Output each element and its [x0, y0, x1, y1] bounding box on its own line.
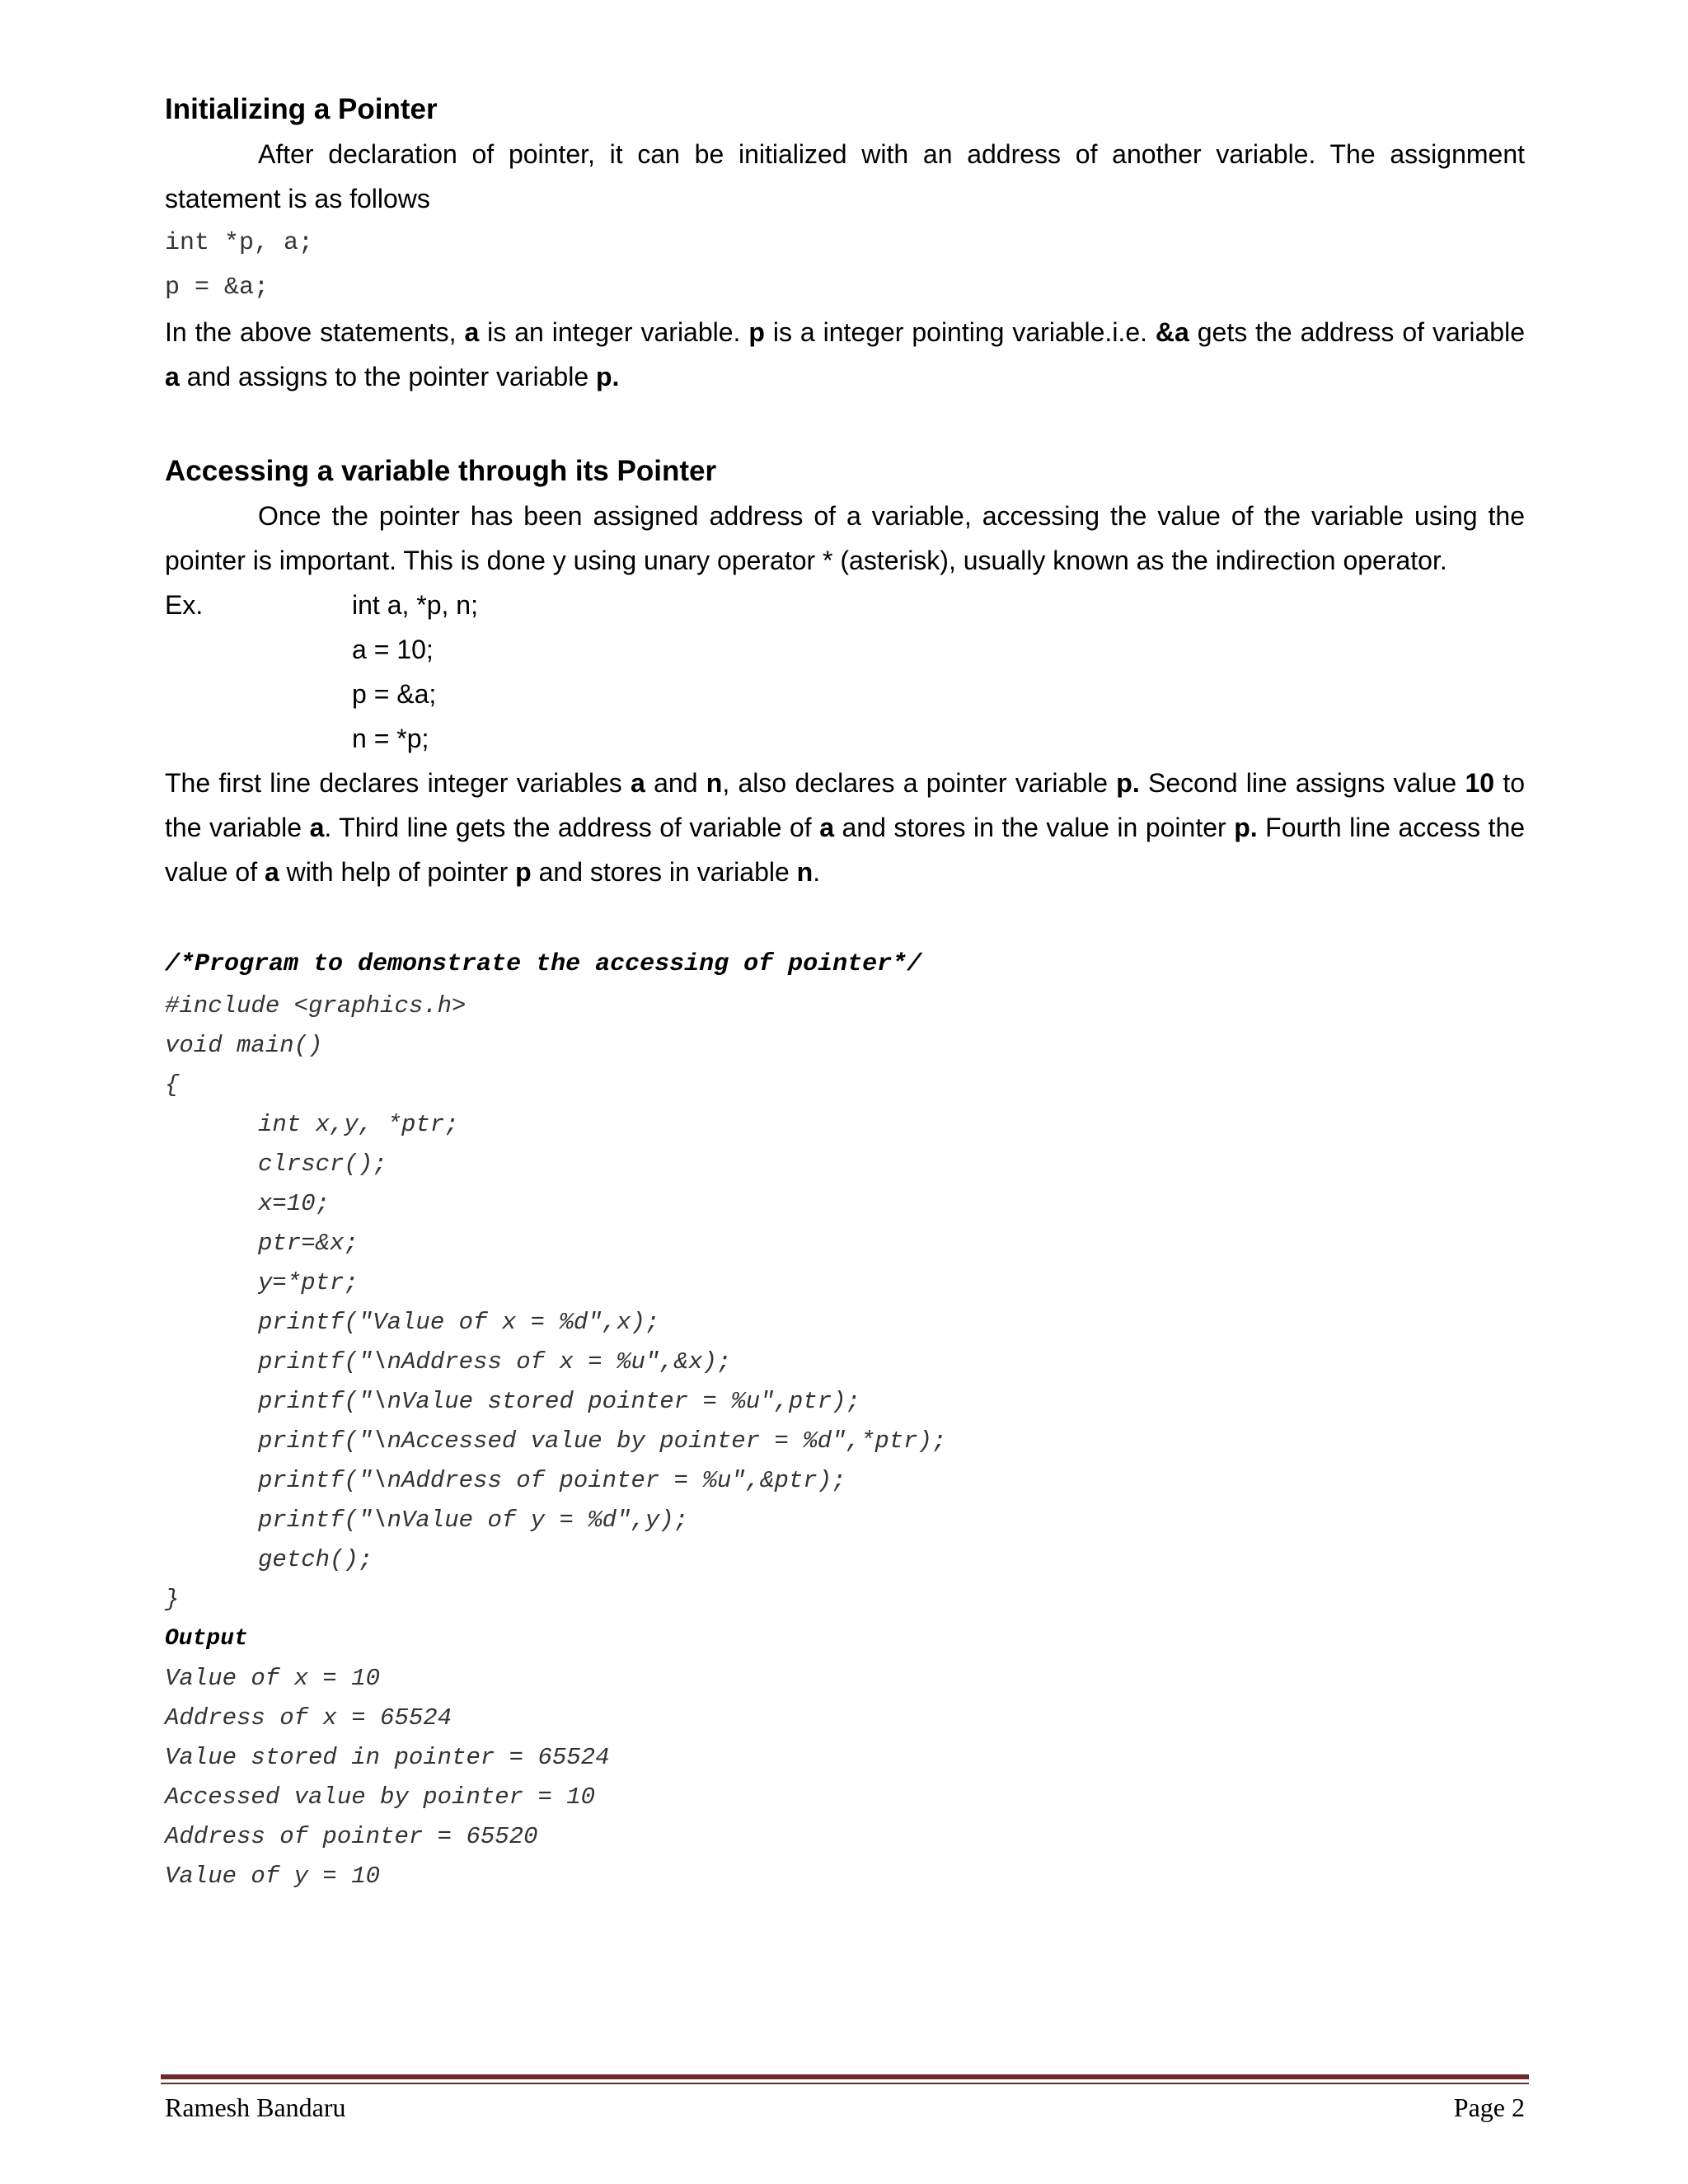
footer-author: Ramesh Bandaru: [165, 2093, 346, 2122]
example-line: a = 10;: [352, 635, 434, 664]
code-line: int *p, a;: [165, 229, 314, 257]
output-line: Value of y = 10: [165, 1863, 381, 1890]
output-line: Address of x = 65524: [165, 1704, 452, 1732]
code-line: printf("Value of x = %d",x);: [258, 1309, 660, 1336]
example-line: int a, *p, n;: [352, 590, 478, 620]
section-accessing: [165, 449, 1525, 894]
section-heading: Initializing a Pointer: [165, 93, 438, 125]
code-line: }: [165, 1586, 180, 1613]
code-line: {: [165, 1071, 180, 1099]
program-listing: [165, 942, 1525, 1896]
code-line: #include <graphics.h>: [165, 992, 467, 1019]
footer-rule: [161, 2083, 1529, 2084]
page-footer: [165, 2089, 1525, 2125]
code-line: clrscr();: [258, 1151, 387, 1178]
section-heading: Accessing a variable through its Pointer: [165, 455, 717, 487]
code-line: ptr=&x;: [258, 1230, 359, 1257]
code-line: printf("\nAddress of pointer = %u",&ptr);: [258, 1467, 846, 1494]
code-line: printf("\nAccessed value by pointer = %d",*ptr);: [258, 1427, 947, 1455]
code-line: int x,y, *ptr;: [258, 1111, 459, 1138]
section-explanation: The first line declares integer variables a and n, also declares a pointer variable p. Second line assigns value 10 to the variable a. Third line gets the address of variable of a and stores in the value in pointer p. Fourth line access the value of a with help of pointer p and stores in variable n.: [165, 768, 1526, 887]
example-line: p = &a;: [352, 679, 437, 709]
code-line: p = &a;: [165, 274, 270, 302]
document-page: [165, 0, 1525, 2184]
code-line: void main(): [165, 1032, 323, 1059]
example-label: Ex.: [165, 590, 204, 620]
section-initializing: [165, 87, 1525, 399]
code-line: x=10;: [258, 1190, 331, 1217]
code-line: printf("\nAddress of x = %u",&x);: [258, 1348, 732, 1376]
section-intro: Once the pointer has been assigned address of a variable, accessing the value of the variable using the pointer is important. This is done y using unary operator * (asterisk), usually known as the indirection operator.: [165, 501, 1525, 575]
code-line: getch();: [258, 1546, 373, 1573]
output-label: Output: [165, 1626, 248, 1652]
output-line: Address of pointer = 65520: [165, 1823, 538, 1850]
section-explanation: In the above statements, a is an integer variable. p is a integer pointing variable.i.e. &a gets the address of variable a and assigns to the pointer variable p.: [165, 317, 1525, 391]
program-title: /*Program to demonstrate the accessing of pointer*/: [165, 950, 922, 978]
code-line: printf("\nValue of y = %d",y);: [258, 1507, 689, 1534]
example-line: n = *p;: [352, 724, 429, 753]
section-intro: After declaration of pointer, it can be initialized with an address of another variable. The assignment statement is as follows: [165, 139, 1525, 213]
code-line: y=*ptr;: [258, 1269, 359, 1296]
code-line: printf("\nValue stored pointer = %u",ptr);: [258, 1388, 860, 1415]
output-line: Value stored in pointer = 65524: [165, 1744, 610, 1771]
footer-rule: [161, 2074, 1529, 2079]
example-block: [165, 583, 1525, 627]
footer-page-number: Page 2: [1453, 2093, 1525, 2122]
output-line: Accessed value by pointer = 10: [165, 1783, 596, 1811]
output-line: Value of x = 10: [165, 1665, 381, 1692]
